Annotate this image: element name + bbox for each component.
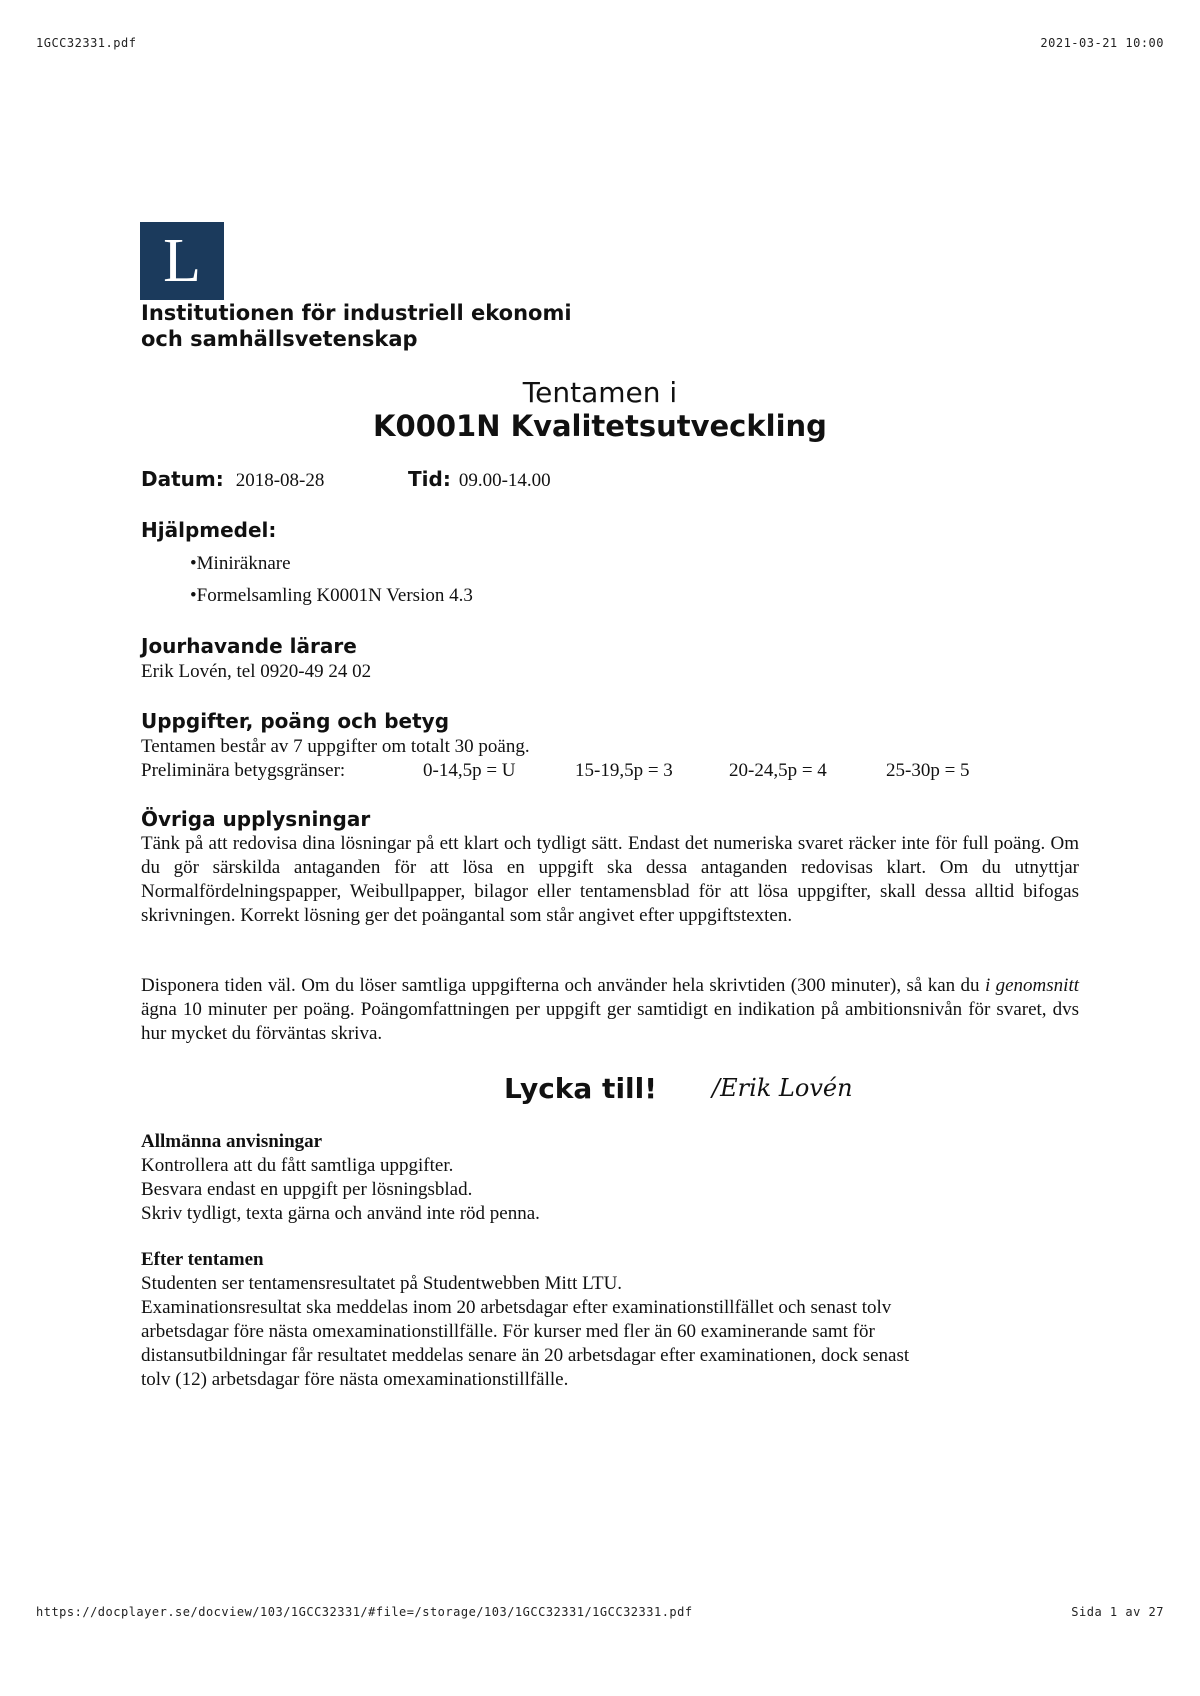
- aids-list: [190, 553, 473, 617]
- institution-line-1: Institutionen för industriell ekonomi: [141, 301, 572, 325]
- grade-5: 25-30p = 5: [886, 760, 970, 781]
- general-heading: Allmänna anvisningar: [141, 1131, 323, 1152]
- after-line: tolv (12) arbetsdagar före nästa omexaminationstillfälle.: [141, 1369, 569, 1390]
- date-value: 2018-08-28: [235, 470, 325, 491]
- after-line: Studenten ser tentamensresultatet på Studentwebben Mitt LTU.: [141, 1273, 623, 1294]
- other-paragraph-1: Tänk på att redovisa dina lösningar på ett klart och tydligt sätt. Endast det numeriska svaret räcker inte för full poäng. Om du gör särskilda antaganden för att lösa en uppgift ska dessa antaganden redovisas klart. Om du utnyttjar Normalfördelningspapper, Weibullpapper, bilagor eller tentamensblad för att lösa uppgifter, skall dessa alltid bifogas skrivningen. Korrekt lösning ger det poängantal som står angivet efter uppgiftstexten.: [141, 833, 1079, 926]
- exam-title-line-2: K0001N Kvalitetsutveckling: [373, 409, 827, 443]
- paragraph-2-emphasis: i genomsnitt: [984, 975, 1080, 996]
- grade-3: 15-19,5p = 3: [575, 760, 673, 781]
- instruction-line: Kontrollera att du fått samtliga uppgifter.: [141, 1155, 454, 1176]
- tasks-summary: Tentamen består av 7 uppgifter om totalt 30 poäng.: [141, 736, 530, 757]
- instruction-line: Besvara endast en uppgift per lösningsblad.: [141, 1179, 473, 1200]
- after-heading: Efter tentamen: [141, 1249, 264, 1270]
- general-instructions: [141, 1154, 540, 1226]
- other-paragraph-2: [141, 974, 1079, 1046]
- date-label: Datum:: [141, 467, 224, 491]
- exam-title-line-1: Tentamen i: [522, 376, 678, 409]
- source-url: https://docplayer.se/docview/103/1GCC32331/#file=/storage/103/1GCC32331/1GCC32331.pdf: [36, 1605, 693, 1619]
- signature: /Erik Lovén: [712, 1074, 853, 1102]
- list-item: • Formelsamling K0001N Version 4.3: [190, 585, 473, 607]
- after-line: Examinationsresultat ska meddelas inom 20 arbetsdagar efter examinationstillfället och senast tolv: [141, 1297, 892, 1318]
- exam-time: [408, 467, 551, 493]
- print-timestamp: 2021-03-21 10:00: [1040, 36, 1164, 50]
- page-indicator: Sida 1 av 27: [1071, 1605, 1164, 1619]
- grades-label: Preliminära betygsgränser:: [141, 760, 346, 781]
- time-label: Tid:: [408, 467, 451, 491]
- after-line: arbetsdagar före nästa omexaminationstillfälle. För kurser med fler än 60 examinerande samt för: [141, 1321, 875, 1342]
- other-heading: Övriga upplysningar: [141, 807, 371, 831]
- good-luck: Lycka till!: [504, 1072, 658, 1105]
- instruction-line: Skriv tydligt, texta gärna och använd inte röd penna.: [141, 1203, 540, 1224]
- list-item: • Miniräknare: [190, 553, 473, 575]
- logo-letter: L: [163, 227, 201, 295]
- after-line: distansutbildningar får resultatet meddelas senare än 20 arbetsdagar efter examinationen, dock senast: [141, 1345, 910, 1366]
- paragraph-2-end: ägna 10 minuter per poäng. Poängomfattningen per uppgift ger samtidigt en indikation på ambitionsnivån för svaret, dvs hur mycket du förväntas skriva.: [141, 999, 1079, 1044]
- institution-name: [141, 300, 572, 352]
- exam-meta: [141, 467, 324, 493]
- tasks-heading: Uppgifter, poäng och betyg: [141, 709, 450, 733]
- aids-heading: Hjälpmedel:: [141, 518, 277, 542]
- ltu-logo: [140, 222, 224, 300]
- pdf-filename: 1GCC32331.pdf: [36, 36, 137, 50]
- paragraph-2-start: Disponera tiden väl. Om du löser samtliga uppgifterna och använder hela skrivtiden (300 minuter), så kan du: [141, 975, 980, 996]
- time-value: 09.00-14.00: [458, 470, 551, 491]
- teacher-contact: Erik Lovén, tel 0920-49 24 02: [141, 661, 372, 682]
- institution-line-2: och samhällsvetenskap: [141, 327, 418, 351]
- after-info: [141, 1272, 909, 1392]
- teacher-heading: Jourhavande lärare: [141, 634, 357, 658]
- grade-u: 0-14,5p = U: [423, 760, 516, 781]
- grade-4: 20-24,5p = 4: [729, 760, 827, 781]
